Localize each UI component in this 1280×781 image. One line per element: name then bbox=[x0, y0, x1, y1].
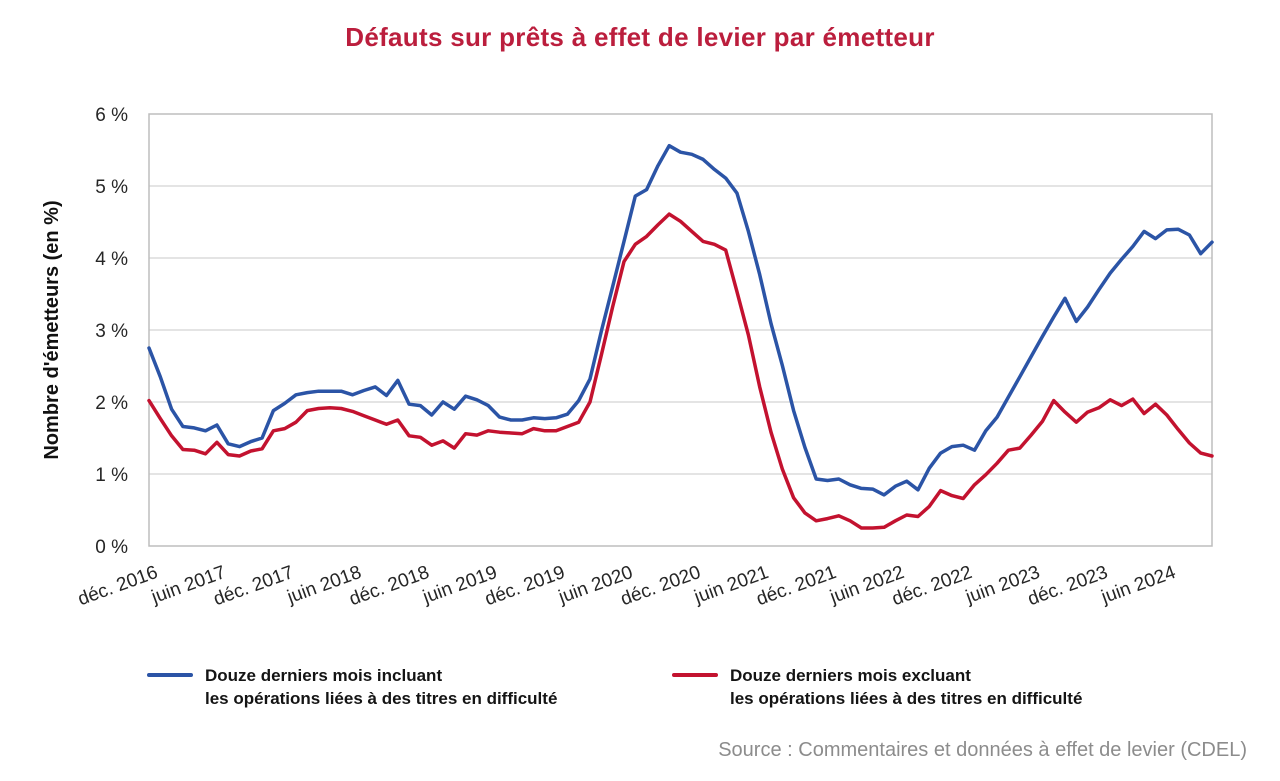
x-tick-label: déc. 2020 bbox=[617, 561, 704, 611]
y-tick-label: 3 % bbox=[95, 321, 128, 342]
x-tick-label: juin 2020 bbox=[556, 561, 636, 609]
legend-line-red-icon bbox=[672, 673, 718, 677]
x-tick-label: juin 2019 bbox=[420, 561, 500, 609]
legend-item-incluant bbox=[147, 664, 557, 710]
y-tick-label: 6 % bbox=[95, 105, 128, 126]
x-tick-label: juin 2022 bbox=[827, 561, 908, 609]
x-tick-label: juin 2024 bbox=[1098, 561, 1179, 609]
x-tick-label: déc. 2022 bbox=[889, 561, 975, 611]
chart-title: Défauts sur prêts à effet de levier par émetteur bbox=[345, 22, 935, 52]
legend-label-incluant bbox=[205, 664, 557, 710]
series-line-incluant bbox=[149, 146, 1212, 495]
x-tick-label: juin 2018 bbox=[284, 561, 365, 609]
source-caption: Source : Commentaires et données à effet de levier (CDEL) bbox=[718, 739, 1247, 761]
x-tick-label: déc. 2017 bbox=[210, 561, 297, 611]
y-axis-title: Nombre d'émetteurs (en %) bbox=[41, 200, 63, 460]
legend-line-blue-icon bbox=[147, 673, 193, 677]
legend-item-excluant bbox=[672, 664, 1082, 710]
x-tick-label: déc. 2021 bbox=[753, 561, 840, 611]
x-tick-label: déc. 2023 bbox=[1025, 561, 1111, 611]
y-tick-label: 2 % bbox=[95, 393, 128, 414]
y-tick-label: 1 % bbox=[95, 465, 128, 486]
series-line-excluant bbox=[149, 214, 1212, 528]
y-tick-label: 5 % bbox=[95, 177, 128, 198]
x-tick-label: déc. 2018 bbox=[346, 561, 433, 611]
legend-label-line: Douze derniers mois excluant bbox=[730, 666, 971, 685]
legend-label-line: les opérations liées à des titres en difficulté bbox=[205, 689, 558, 708]
y-tick-label: 0 % bbox=[95, 537, 128, 558]
x-tick-label: déc. 2019 bbox=[482, 561, 568, 611]
legend-label-line: les opérations liées à des titres en difficulté bbox=[730, 689, 1083, 708]
legend-label-line: Douze derniers mois incluant bbox=[205, 666, 443, 685]
x-tick-label: déc. 2016 bbox=[75, 561, 161, 611]
x-tick-label: juin 2017 bbox=[148, 561, 229, 609]
legend-label-excluant bbox=[730, 664, 1082, 710]
x-tick-label: juin 2023 bbox=[963, 561, 1043, 609]
x-tick-label: juin 2021 bbox=[691, 561, 772, 609]
y-tick-label: 4 % bbox=[95, 249, 128, 270]
